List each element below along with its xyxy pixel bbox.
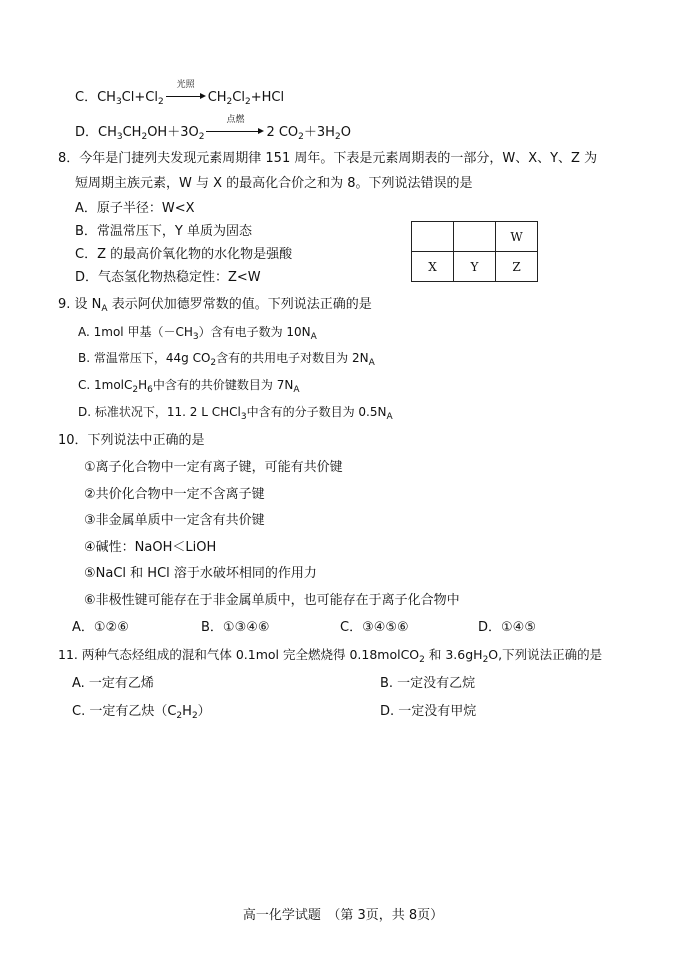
q10-option-a: A．①②⑥ xyxy=(72,620,129,635)
subscript: 2 xyxy=(334,132,341,142)
subscript: 2 xyxy=(141,132,148,142)
q9-option-c xyxy=(78,376,300,399)
text: +HCl xyxy=(250,90,285,105)
q8-stem-line2: 短周期主族元素，W 与 X 的最高化合价之和为 8。下列说法错误的是 xyxy=(75,176,473,191)
q11-option-d: D. 一定没有甲烷 xyxy=(380,704,477,719)
q11-option-c xyxy=(72,703,211,725)
q7-option-c xyxy=(75,80,285,111)
table-cell xyxy=(412,222,454,252)
reaction-condition: 光照 xyxy=(176,80,195,90)
subscript: 2 xyxy=(210,358,217,368)
text: C. 一定有乙炔（C xyxy=(72,704,177,719)
subscript: 6 xyxy=(147,385,153,395)
subscript: A xyxy=(293,385,300,395)
text: D. 标准状况下，11. 2 L CHCl xyxy=(78,405,241,419)
q10-statement: ①离子化合物中一定有离子键，可能有共价键 xyxy=(84,460,343,475)
q10-option-d: D．①④⑤ xyxy=(478,620,536,635)
subscript: A xyxy=(101,304,108,314)
reaction-arrow xyxy=(166,80,206,103)
table-row xyxy=(412,252,538,282)
q11-option-a: A. 一定有乙烯 xyxy=(72,676,154,691)
arrow-shaft xyxy=(166,96,201,97)
subscript: 2 xyxy=(198,132,205,142)
text: H xyxy=(182,704,192,719)
text: ）含有电子数为 10N xyxy=(198,325,311,339)
q8-stem-line1: 8．今年是门捷列夫发现元素周期律 151 周年。下表是元素周期表的一部分，W、X、Y、Z 为 xyxy=(58,151,598,166)
subscript: 3 xyxy=(192,332,199,342)
text: CH xyxy=(122,125,142,140)
reaction-condition: 点燃 xyxy=(226,115,245,125)
q10-statement: ③非金属单质中一定含有共价键 xyxy=(84,513,265,528)
q10-statement: ④碱性：NaOH＜LiOH xyxy=(84,540,217,555)
subscript: 2 xyxy=(244,97,251,107)
page-footer: 高一化学试题 （第 3页，共 8页） xyxy=(242,908,444,923)
text: 和 3.6gH xyxy=(424,647,483,662)
text: D．CH xyxy=(75,125,117,140)
q8-option-c: C．Z 的最高价氧化物的水化物是强酸 xyxy=(75,247,293,262)
table-cell: Z xyxy=(496,252,538,282)
reaction-arrow xyxy=(206,115,264,138)
arrow-head-icon xyxy=(200,93,206,99)
q9-option-d xyxy=(78,403,393,426)
q8-option-d: D．气态氢化物热稳定性：Z<W xyxy=(75,270,261,285)
text: ＋3H xyxy=(303,125,335,140)
text: 含有的共用电子对数目为 2N xyxy=(216,351,369,365)
text: ） xyxy=(197,704,211,719)
text: 9. 设 N xyxy=(58,297,102,312)
q7-option-d xyxy=(75,115,351,146)
q10-statement: ⑥非极性键可能存在于非金属单质中，也可能存在于离子化合物中 xyxy=(84,593,460,608)
text: O,下列说法正确的是 xyxy=(488,647,603,662)
text: C. 1molC xyxy=(78,378,133,392)
subscript: 3 xyxy=(116,132,123,142)
q10-option-b: B．①③④⑥ xyxy=(201,620,270,635)
text: 11. 两种气态烃组成的混和气体 0.1mol 完全燃烧得 0.18molCO xyxy=(58,647,420,662)
q10-statement: ②共价化合物中一定不含离子键 xyxy=(84,487,265,502)
q11-option-b: B. 一定没有乙烷 xyxy=(380,676,476,691)
q10-statement: ⑤NaCl 和 HCl 溶于水破坏相同的作用力 xyxy=(84,566,317,581)
subscript: 3 xyxy=(115,97,122,107)
subscript: 2 xyxy=(298,132,304,142)
text: B. 常温常压下，44g CO xyxy=(78,351,211,365)
q8-option-b: B．常温常压下，Y 单质为固态 xyxy=(75,224,252,239)
q10-stem: 10．下列说法中正确的是 xyxy=(58,433,205,448)
text: O xyxy=(340,125,351,140)
subscript: 2 xyxy=(191,711,198,721)
subscript: A xyxy=(386,412,393,422)
text: 中含有的共价键数目为 7N xyxy=(152,378,294,392)
q8-option-a: A．原子半径：W<X xyxy=(75,201,195,216)
text: Cl xyxy=(232,90,245,105)
q9-option-b xyxy=(78,349,375,372)
text: Cl+Cl xyxy=(121,90,158,105)
arrow-shaft xyxy=(206,131,259,132)
subscript: 3 xyxy=(240,412,247,422)
text: OH＋3O xyxy=(147,125,199,140)
q10-option-c: C．③④⑤⑥ xyxy=(340,620,409,635)
arrow-head-icon xyxy=(258,128,264,134)
table-row xyxy=(412,222,538,252)
text: 表示阿伏加德罗常数的值。下列说法正确的是 xyxy=(107,297,372,312)
subscript: 2 xyxy=(482,655,489,665)
periodic-table-fragment xyxy=(411,221,538,282)
text: A. 1mol 甲基（－CH xyxy=(78,325,193,339)
subscript: 2 xyxy=(226,97,233,107)
text: CH xyxy=(207,90,227,105)
subscript: 2 xyxy=(157,97,164,107)
q11-stem xyxy=(58,646,602,669)
text: C．CH xyxy=(75,90,116,105)
text: 2 CO xyxy=(266,125,299,140)
text: 中含有的分子数目为 0.5N xyxy=(246,405,387,419)
subscript: 2 xyxy=(176,711,183,721)
subscript: 2 xyxy=(132,385,139,395)
text: H xyxy=(138,378,148,392)
table-cell: W xyxy=(496,222,538,252)
q9-option-a xyxy=(78,323,317,346)
subscript: 2 xyxy=(419,655,425,665)
subscript: A xyxy=(368,358,375,368)
table-cell: X xyxy=(412,252,454,282)
subscript: A xyxy=(310,332,317,342)
table-cell xyxy=(454,222,496,252)
q9-stem xyxy=(58,296,372,318)
table-cell: Y xyxy=(454,252,496,282)
